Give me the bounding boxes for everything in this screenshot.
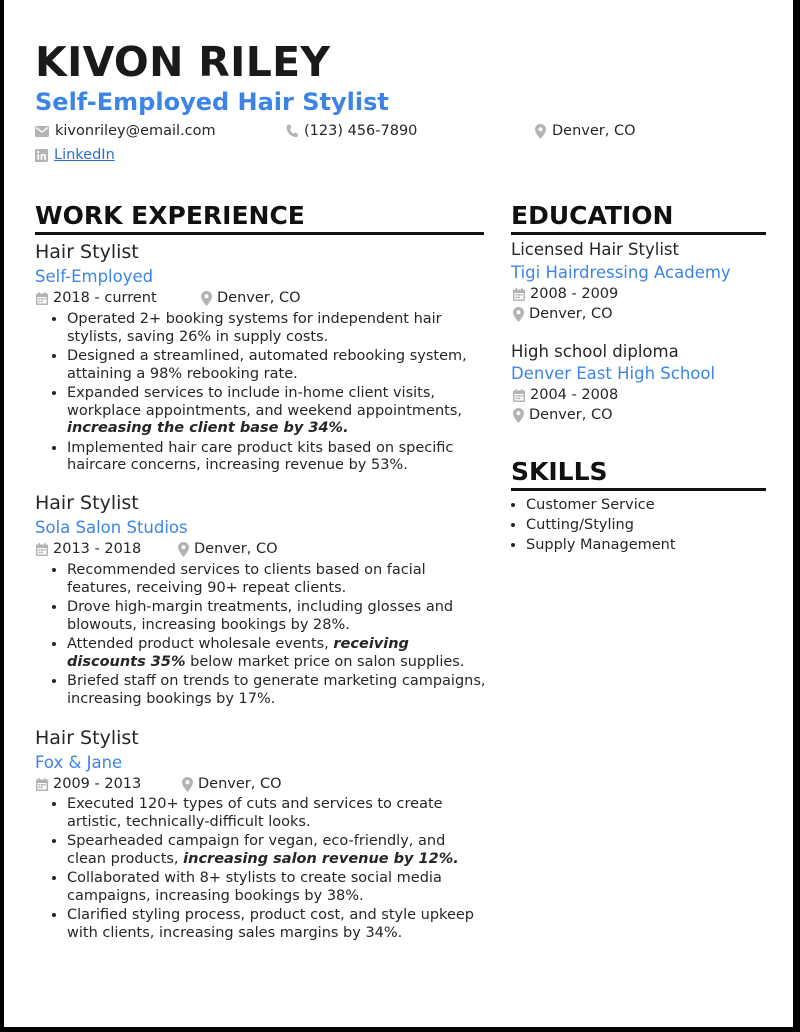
job-location <box>201 290 301 306</box>
skills-list <box>511 495 776 555</box>
degree: Licensed Hair Stylist <box>511 240 679 259</box>
list-item: • Clarified styling process, product cost, and style upkeep with clients, increasing sales margins by 34%. <box>67 907 486 942</box>
job-title: Hair Stylist <box>35 241 139 263</box>
work-experience-heading: WORK EXPERIENCE <box>35 201 305 230</box>
school: Tigi Hairdressing Academy <box>511 263 731 282</box>
location-icon <box>513 307 524 322</box>
location-icon <box>182 777 193 792</box>
calendar-icon <box>36 543 48 556</box>
job-company: Fox & Jane <box>35 753 123 772</box>
job-title: Hair Stylist <box>35 492 139 514</box>
phone-text: (123) 456-7890 <box>304 123 418 139</box>
list-item <box>67 833 486 868</box>
linkedin-contact <box>35 147 115 163</box>
list-item: • Customer Service <box>526 495 776 515</box>
resume-page <box>4 0 793 1027</box>
list-item: • Implemented hair care product kits based on specific haircare concerns, increasing revenue by 53%. <box>67 440 486 475</box>
phone-contact <box>285 123 417 139</box>
list-item: • Supply Management <box>526 535 776 555</box>
calendar-icon <box>513 288 525 301</box>
bullet-text: Expanded services to include in-home client visits, workplace appointments, and weekend appointments, <box>67 385 463 419</box>
education-dates <box>513 387 618 403</box>
bullet-text: Attended product wholesale events, <box>67 636 334 652</box>
education-dates-text: 2008 - 2009 <box>530 286 619 302</box>
education-location-text: Denver, CO <box>529 407 613 423</box>
bullet-emphasis: increasing the client base by 34%. <box>67 420 349 436</box>
skills-heading: SKILLS <box>511 457 608 486</box>
linkedin-icon <box>35 149 48 162</box>
headline: Self-Employed Hair Stylist <box>35 88 389 116</box>
education-location-text: Denver, CO <box>529 306 613 322</box>
list-item: • Designed a streamlined, automated rebooking system, attaining a 98% rebooking rate. <box>67 348 486 383</box>
list-item: • Operated 2+ booking systems for independent hair stylists, saving 26% in supply costs. <box>67 311 486 346</box>
job-location-text: Denver, CO <box>194 541 278 557</box>
education-heading: EDUCATION <box>511 201 674 230</box>
bullet-text: Spearheaded campaign for vegan, eco-friendly, and clean products, <box>67 833 446 867</box>
job-dates <box>36 290 157 306</box>
linkedin-link[interactable]: LinkedIn <box>54 147 115 163</box>
job-bullets <box>35 311 486 477</box>
list-item: • Briefed staff on trends to generate marketing campaigns, increasing bookings by 17%. <box>67 673 486 708</box>
skills-rule <box>511 488 766 491</box>
list-item: • Cutting/Styling <box>526 515 776 535</box>
education-dates-text: 2004 - 2008 <box>530 387 619 403</box>
email-contact <box>35 123 216 139</box>
job-company: Self-Employed <box>35 267 154 286</box>
job-dates-text: 2013 - 2018 <box>53 541 142 557</box>
location-icon <box>178 542 189 557</box>
education-rule <box>511 232 766 235</box>
list-item: • Drove high-margin treatments, including glosses and blowouts, increasing bookings by 28%. <box>67 599 486 634</box>
job-dates-text: 2018 - current <box>53 290 157 306</box>
degree: High school diploma <box>511 342 679 361</box>
list-item: • Collaborated with 8+ stylists to create social media campaigns, increasing bookings by 38%. <box>67 870 486 905</box>
job-location-text: Denver, CO <box>217 290 301 306</box>
education-dates <box>513 286 618 302</box>
location-text: Denver, CO <box>552 123 636 139</box>
calendar-icon <box>513 389 525 402</box>
job-dates-text: 2009 - 2013 <box>53 776 142 792</box>
calendar-icon <box>36 778 48 791</box>
bullet-emphasis: increasing salon revenue by 12%. <box>183 850 459 867</box>
work-experience-rule <box>35 232 484 235</box>
job-location-text: Denver, CO <box>198 776 282 792</box>
job-location <box>178 541 278 557</box>
job-dates <box>36 541 141 557</box>
email-icon <box>35 126 49 137</box>
job-title: Hair Stylist <box>35 727 139 749</box>
location-contact <box>535 123 636 139</box>
job-dates <box>36 776 141 792</box>
job-bullets <box>35 562 486 710</box>
job-location <box>182 776 282 792</box>
list-item: • Recommended services to clients based on facial features, receiving 90+ repeat clients. <box>67 562 486 597</box>
job-bullets <box>35 796 486 944</box>
school: Denver East High School <box>511 364 716 383</box>
location-icon <box>513 408 524 423</box>
bullet-emphasis: receiving discounts 35% <box>67 636 409 670</box>
education-location <box>513 306 613 322</box>
bullet-text-end: below market price on salon supplies. <box>185 653 465 670</box>
job-company: Sola Salon Studios <box>35 518 188 537</box>
location-icon <box>201 291 212 306</box>
list-item: • Executed 120+ types of cuts and services to create artistic, technically-difficult looks. <box>67 796 486 831</box>
phone-icon <box>285 124 298 138</box>
email-text[interactable]: kivonriley@email.com <box>55 123 216 139</box>
calendar-icon <box>36 292 48 305</box>
education-location <box>513 407 613 423</box>
list-item <box>67 636 486 671</box>
candidate-name: KIVON RILEY <box>35 38 331 86</box>
location-icon <box>535 124 546 139</box>
list-item <box>67 385 486 438</box>
